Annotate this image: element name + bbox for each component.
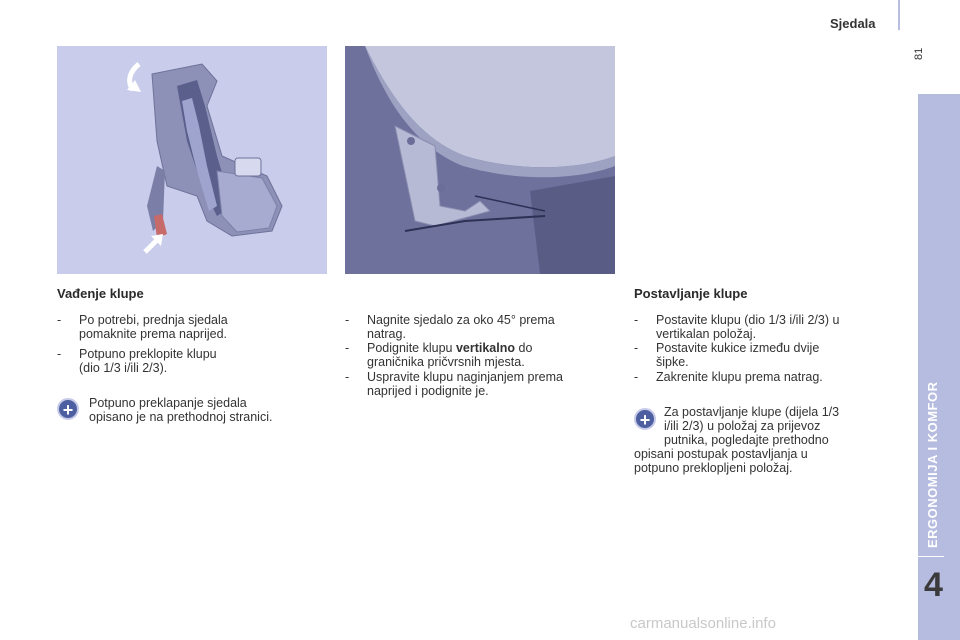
list-item — [634, 313, 904, 343]
chapter-number: 4 — [924, 566, 943, 604]
list-item — [57, 347, 327, 377]
note-line: opisano je na prethodnoj stranici. — [89, 410, 273, 424]
list-text: pomaknite prema naprijed. — [79, 327, 227, 341]
curved-arrow-icon — [127, 64, 141, 92]
list-item — [634, 370, 904, 386]
list-text-part: do — [515, 341, 533, 355]
list-dash: - — [634, 313, 639, 327]
watermark: carmanualsonline.info — [630, 615, 776, 632]
list-text — [367, 341, 532, 355]
list-text: natrag. — [367, 327, 406, 341]
list-text: Potpuno preklopite klupu — [79, 347, 217, 361]
list-item — [345, 313, 615, 343]
emphasis-vertical: vertikalno — [455, 341, 516, 355]
list-text: Po potrebi, prednja sjedala — [79, 313, 228, 327]
page-number: 81 — [913, 47, 925, 60]
list-text: šipke. — [656, 355, 689, 369]
list-dash: - — [634, 370, 639, 384]
list-text: naprijed i podignite je. — [367, 384, 489, 398]
list-text: graničnika pričvrsnih mjesta. — [367, 355, 525, 369]
plus-circle-icon: + — [57, 398, 79, 420]
note-line: Potpuno preklapanje sjedala — [89, 396, 247, 410]
chapter-title: ERGONOMIJA I KOMFOR — [925, 381, 940, 548]
note-text — [664, 405, 839, 447]
note-line: potpuno preklopljeni položaj. — [634, 461, 793, 475]
header-divider — [898, 0, 900, 30]
note-text — [89, 396, 272, 424]
list-item — [57, 313, 327, 343]
arrow-up-icon — [145, 234, 163, 252]
list-dash: - — [57, 347, 62, 361]
chapter-tab — [918, 94, 960, 640]
note-line: putnika, pogledajte prethodno — [664, 433, 829, 447]
list-dash: - — [345, 313, 350, 327]
plus-circle-icon: + — [634, 408, 656, 430]
list-item — [634, 341, 904, 371]
note-text-continued — [634, 447, 808, 475]
list-text: Zakrenite klupu prema natrag. — [656, 370, 823, 384]
section-title: Sjedala — [830, 16, 876, 31]
list-text: Postavite kukice između dvije — [656, 341, 820, 355]
list-item — [345, 341, 615, 371]
list-dash: - — [345, 370, 350, 384]
heading-installation: Postavljanje klupe — [634, 286, 748, 301]
list-text: Nagnite sjedalo za oko 45° prema — [367, 313, 555, 327]
list-text: Postavite klupu (dio 1/3 i/ili 2/3) u — [656, 313, 840, 327]
note-line: i/ili 2/3) u položaj za prijevoz — [664, 419, 821, 433]
list-text: (dio 1/3 i/ili 2/3). — [79, 361, 168, 375]
list-dash: - — [345, 341, 350, 355]
list-text: Uspravite klupu naginjanjem prema — [367, 370, 563, 384]
list-text-part: Podignite klupu — [367, 341, 456, 355]
note-line: opisani postupak postavljanja u — [634, 447, 808, 461]
list-text: vertikalan položaj. — [656, 327, 757, 341]
list-dash: - — [634, 341, 639, 355]
note-line: Za postavljanje klupe (dijela 1/3 — [664, 405, 840, 419]
list-dash: - — [57, 313, 62, 327]
heading-removal: Vađenje klupe — [57, 286, 144, 301]
seat-bracket-illustration — [345, 46, 615, 274]
chapter-divider — [914, 556, 944, 557]
list-item — [345, 370, 615, 400]
folded-seat-illustration — [57, 46, 327, 274]
